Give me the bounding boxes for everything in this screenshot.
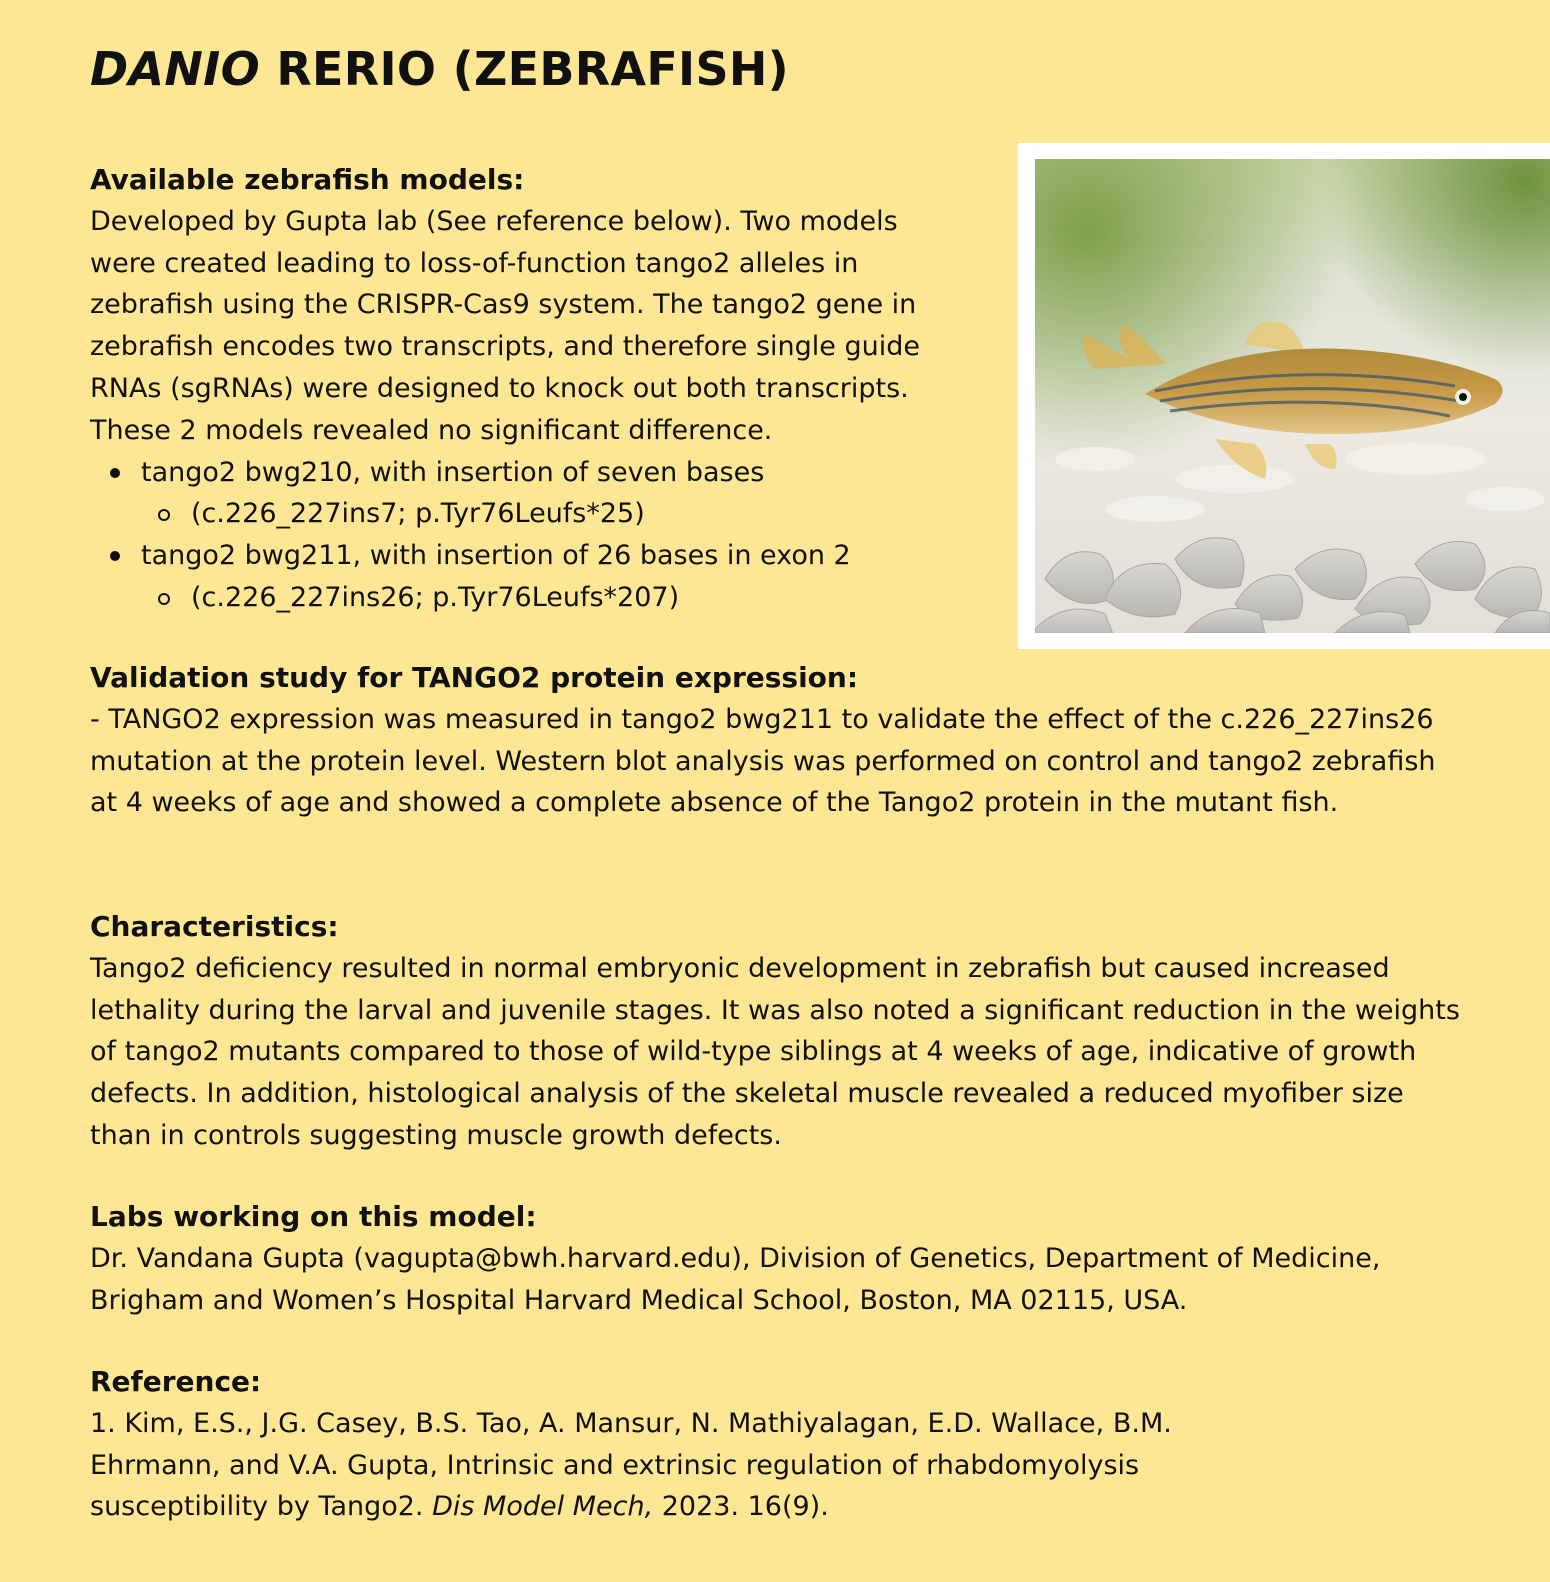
models-section <box>90 159 970 619</box>
validation-body: - TANGO2 expression was measured in tango2 bwg211 to validate the effect of the c.226_227ins26 mutation at the protein level. Western blot analysis was performed on control and tango2 zebrafish at 4 weeks of age and showed a complete absence of the Tango2 protein in the mutant fish. <box>90 703 1436 819</box>
labs-section <box>90 1196 1470 1321</box>
labs-body: Dr. Vandana Gupta (vagupta@bwh.harvard.edu), Division of Genetics, Department of Medicine, Brigham and Women’s Hospital Harvard Medical School, Boston, MA 02115, USA. <box>90 1242 1381 1316</box>
reference-citation: 1. Kim, E.S., J.G. Casey, B.S. Tao, A. Mansur, N. Mathiyalagan, E.D. Wallace, B.M. Ehrmann, and V.A. Gupta, Intrinsic and extrinsic regulation of rhabdomyolysis susceptibility by Tango2. <box>90 1407 1172 1523</box>
sub-list <box>141 577 970 619</box>
characteristics-section <box>90 906 1470 1157</box>
reference-section <box>90 1361 1230 1528</box>
validation-heading: Validation study for TANGO2 protein expression: <box>90 661 859 694</box>
reference-body <box>90 1403 1230 1528</box>
validation-section <box>90 657 1450 824</box>
models-body: Developed by Gupta lab (See reference below). Two models were created leading to loss-of-function tango2 alleles in zebrafish using the CRISPR-Cas9 system. The tango2 gene in zebrafish encodes two transcripts, and therefore single guide RNAs (sgRNAs) were designed to knock out both transcripts. These 2 models revealed no significant difference. <box>90 205 920 446</box>
model-label: tango2 bwg211, with insertion of 26 bases in exon 2 <box>141 540 851 572</box>
sub-list <box>141 493 970 535</box>
list-item <box>90 535 970 619</box>
models-heading: Available zebrafish models: <box>90 163 525 196</box>
reference-heading: Reference: <box>90 1365 262 1398</box>
sub-list-item: (c.226_227ins26; p.Tyr76Leufs*207) <box>90 577 970 619</box>
characteristics-heading: Characteristics: <box>90 910 339 943</box>
title-genus: DANIO <box>90 42 261 96</box>
reference-journal: Dis Model Mech, <box>432 1491 654 1523</box>
models-list <box>90 452 970 619</box>
model-label: tango2 bwg210, with insertion of seven bases <box>141 456 765 488</box>
zebrafish-photo-frame <box>1018 143 1550 649</box>
characteristics-body: Tango2 deficiency resulted in normal embryonic development in zebrafish but caused increased lethality during the larval and juvenile stages. It was also noted a significant reduction in the weights of tango2 mutants compared to those of wild-type siblings at 4 weeks of age, indicative of growth defects. In addition, histological analysis of the skeletal muscle revealed a reduced myofiber size than in controls suggesting muscle growth defects. <box>90 952 1460 1151</box>
page-title <box>90 42 789 96</box>
zebrafish-photo <box>1035 159 1550 633</box>
labs-heading: Labs working on this model: <box>90 1200 537 1233</box>
title-rest: RERIO (ZEBRAFISH) <box>260 42 790 96</box>
zebrafish-image <box>1035 159 1550 633</box>
list-item <box>90 452 970 536</box>
sub-list-item: (c.226_227ins7; p.Tyr76Leufs*25) <box>90 493 970 535</box>
reference-year-volume: 2023. 16(9). <box>653 1491 829 1523</box>
